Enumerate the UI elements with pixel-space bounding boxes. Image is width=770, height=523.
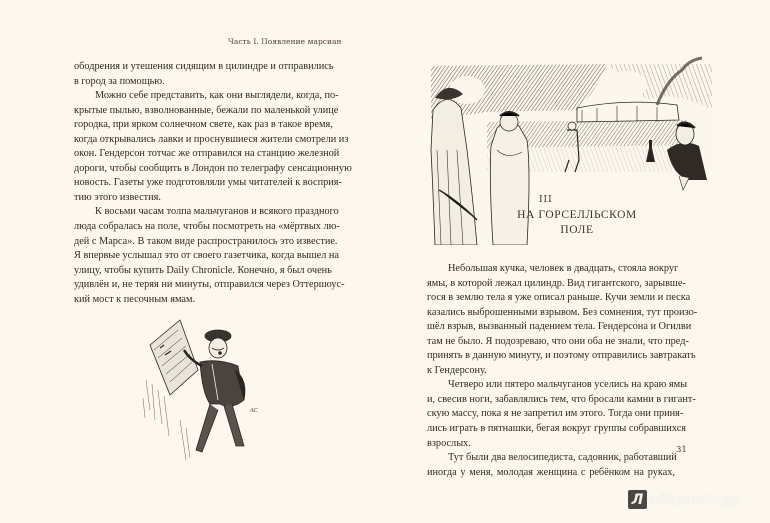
labirint-watermark	[628, 490, 740, 509]
text-line: городка, при ярком солнечном свете, как раз в такое время,	[74, 119, 333, 131]
chapter-number: III	[539, 195, 553, 205]
text-line: улицу, чтобы купить Daily Chronicle. Конечно, я был очень	[74, 264, 332, 276]
text-line: ободрения и утешения сидящим в цилиндре и отправились	[74, 61, 334, 72]
watermark-text: абиринт.ру	[649, 491, 741, 508]
page-number: 31	[676, 445, 687, 455]
text-line: Можно себе представить, как они выглядели, когда, по-	[95, 90, 339, 102]
newsboy-with-newspaper-illustration	[140, 300, 260, 475]
right-page	[385, 0, 770, 523]
text-line: там не было. Я подозреваю, что они оба не знали, что пред-	[427, 335, 689, 347]
text-line: к Гендерсону.	[427, 364, 487, 376]
text-line: ямы, в которой лежал цилиндр. Вид гигантского, зарывше-	[427, 277, 686, 289]
running-head: Часть I. Появление марсиан	[228, 37, 342, 46]
text-line: Небольшая кучка, человек в двадцать, стояла вокруг	[448, 263, 679, 274]
text-line: дей с Марса». В таком виде распространилось это известие.	[74, 235, 338, 247]
text-line: новость. Газеты уже подготовляли умы читателей к восприя-	[74, 177, 342, 189]
text-line: окон. Гендерсон тотчас же отправился на станцию железной	[74, 148, 340, 160]
artist-signature: AC	[250, 408, 258, 414]
text-line: К восьми часам толпа мальчуганов и всякого праздного	[95, 206, 339, 218]
text-line: удивлён и, не теряя ни минуты, отправился через Оттершоус-	[74, 279, 345, 291]
text-line: в город за помощью.	[74, 75, 165, 87]
text-line: казались выброшенными взрывом. Без сомнения, тут произо-	[427, 306, 698, 318]
text-line: Я впервые услышал это от своего газетчика, когда вышел на	[74, 250, 340, 262]
text-line: скую массу, пока я не запретил им этого. Тогда они приня-	[427, 408, 684, 420]
text-line: люда собралась на поле, чтобы посмотреть на «мёртвых лю-	[74, 221, 340, 233]
text-line: шёл взрыв, вызванный падением тела. Гендерсона и Огилви	[427, 321, 692, 333]
text-line: гося в землю тела я уже описал раньше. Кучи земли и песка	[427, 292, 691, 304]
left-page-text	[74, 60, 352, 307]
text-line: тию этого известия.	[74, 191, 161, 203]
labirint-logo-icon: Л	[628, 490, 647, 509]
text-line: когда открывались лавки и проснувшиеся жители смотрели из	[74, 133, 349, 145]
text-line: лись играть в пятнашки, бегая вокруг группы собравшихся	[427, 423, 687, 435]
text-line: взрослых.	[427, 437, 471, 449]
text-line: иногда у меня, молодая женщина с ребёнком на руках,	[427, 466, 675, 478]
text-line: принять в данную минуту, и поэтому отправились завтракать	[427, 350, 696, 362]
text-line: дороги, чтобы сообщить в Лондон по телеграфу сенсационную	[74, 162, 352, 174]
text-line: и, свесив ноги, забавлялись тем, что бросали камни в гигант-	[427, 393, 696, 405]
chapter-title-line-1: НА ГОРСЕЛЛЬСКОМ	[517, 209, 637, 221]
text-line: крытые пылью, взволнованные, бежали по маленькой улице	[74, 104, 339, 116]
text-line: кий мост к песочным ямам.	[74, 293, 196, 305]
chapter-title	[513, 208, 641, 238]
text-line: Четверо или пятеро мальчуганов уселись на краю ямы	[448, 379, 688, 391]
chapter-title-line-2: ПОЛЕ	[560, 224, 594, 236]
text-line: Тут были два велосипедиста, садовник, работавший	[448, 452, 677, 464]
